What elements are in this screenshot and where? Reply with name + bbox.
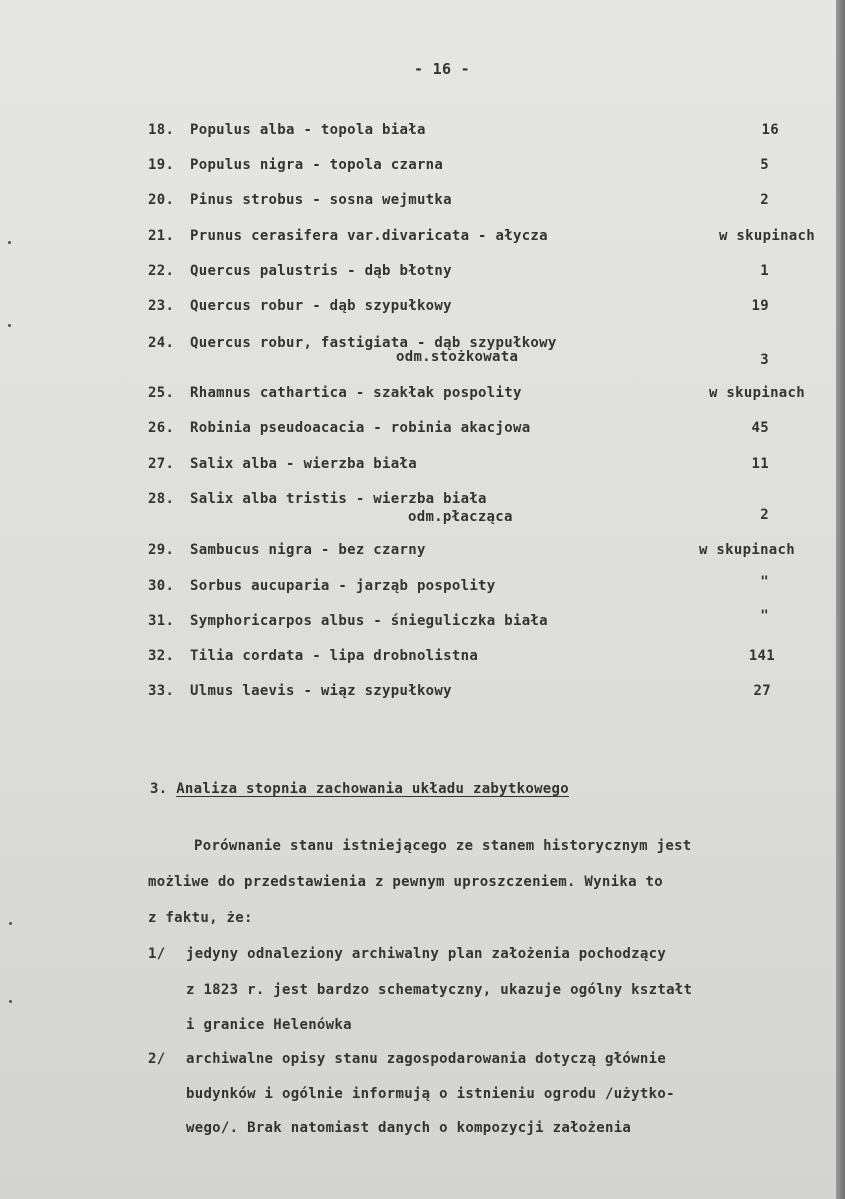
list-item-quantity: 11 [751, 456, 769, 472]
list-item-name: Symphoricarpos albus - śnieguliczka biała [190, 613, 548, 629]
list-line: wego/. Brak natomiast danych o kompozycji założenia [186, 1120, 632, 1136]
list-item-quantity: 27 [753, 683, 771, 699]
section-heading [150, 781, 569, 797]
list-marker: 2/ [148, 1051, 166, 1067]
list-item-quantity: 45 [751, 420, 769, 436]
list-item-name: Populus alba - topola biała [190, 122, 426, 138]
list-item-number: 21. [148, 228, 175, 244]
list-item-number: 18. [148, 122, 175, 138]
list-item-number: 28. [148, 491, 175, 507]
scan-speck [8, 324, 11, 327]
list-item-quantity: 5 [760, 157, 769, 173]
list-item-number: 27. [148, 456, 175, 472]
list-item-quantity: w skupinach [718, 228, 815, 244]
list-item-quantity: 3 [760, 352, 769, 368]
list-item-quantity: 1 [760, 263, 769, 279]
list-marker: 1/ [148, 946, 166, 962]
list-item-name: Quercus robur, fastigiata - dąb szypułkowy [190, 335, 557, 351]
paragraph-line: możliwe do przedstawienia z pewnym uproszczeniem. Wynika to [148, 874, 663, 890]
list-item-number: 31. [148, 613, 175, 629]
list-item-number: 20. [148, 192, 175, 208]
scan-speck [9, 922, 12, 925]
list-line: z 1823 r. jest bardzo schematyczny, ukazuje ogólny kształt [186, 982, 693, 998]
list-item-number: 30. [148, 578, 175, 594]
page-number: - 16 - [414, 60, 470, 78]
list-item-name: Prunus cerasifera var.divaricata - ałycza [190, 228, 548, 244]
list-item-number: 29. [148, 542, 175, 558]
list-item-quantity: 141 [748, 648, 775, 664]
list-item-name: Rhamnus cathartica - szakłak pospolity [190, 385, 522, 401]
list-line: i granice Helenówka [186, 1017, 352, 1033]
list-item-quantity: w skupinach [708, 385, 805, 401]
list-item-number: 19. [148, 157, 175, 173]
scan-speck [9, 1000, 12, 1003]
list-item-name: Quercus palustris - dąb błotny [190, 263, 452, 279]
list-item-name: Salix alba tristis - wierzba biała [190, 491, 487, 507]
section-number: 3. [150, 781, 168, 797]
list-item-quantity: 2 [760, 192, 769, 208]
list-item-subname: odm.stożkowata [396, 349, 519, 365]
list-line: jedyny odnaleziony archiwalny plan założenia pochodzący [186, 946, 667, 962]
list-item-number: 32. [148, 648, 175, 664]
list-item-name: Salix alba - wierzba biała [190, 456, 417, 472]
list-item-number: 26. [148, 420, 175, 436]
list-item-number: 25. [148, 385, 175, 401]
list-item-quantity: 16 [761, 122, 779, 138]
list-item-name: Ulmus laevis - wiąz szypułkowy [190, 683, 452, 699]
list-item-number: 24. [148, 335, 175, 351]
scan-edge-shadow [836, 0, 845, 1199]
list-item-quantity: w skupinach [698, 542, 795, 558]
list-item-name: Pinus strobus - sosna wejmutka [190, 192, 452, 208]
list-item-subname: odm.płacząca [408, 509, 513, 525]
list-item-name: Quercus robur - dąb szypułkowy [190, 298, 452, 314]
list-item-number: 23. [148, 298, 175, 314]
paragraph-line: z faktu, że: [148, 910, 253, 926]
list-line: budynków i ogólnie informują o istnieniu ogrodu /użytko- [186, 1086, 675, 1102]
list-item-quantity-ditto: " [760, 574, 769, 590]
list-line: archiwalne opisy stanu zagospodarowania dotyczą głównie [186, 1051, 667, 1067]
list-item-number: 33. [148, 683, 175, 699]
list-item-name: Tilia cordata - lipa drobnolistna [190, 648, 479, 664]
list-item-name: Sambucus nigra - bez czarny [190, 542, 426, 558]
list-item-quantity-ditto: " [760, 608, 769, 624]
scan-speck [8, 241, 11, 244]
list-item-name: Sorbus aucuparia - jarząb pospolity [190, 578, 496, 594]
paragraph-line: Porównanie stanu istniejącego ze stanem historycznym jest [194, 838, 692, 854]
list-item-name: Robinia pseudoacacia - robinia akacjowa [190, 420, 531, 436]
list-item-number: 22. [148, 263, 175, 279]
list-item-quantity: 2 [760, 507, 769, 523]
list-item-name: Populus nigra - topola czarna [190, 157, 444, 173]
section-title: Analiza stopnia zachowania układu zabytkowego [176, 781, 569, 797]
list-item-quantity: 19 [751, 298, 769, 314]
